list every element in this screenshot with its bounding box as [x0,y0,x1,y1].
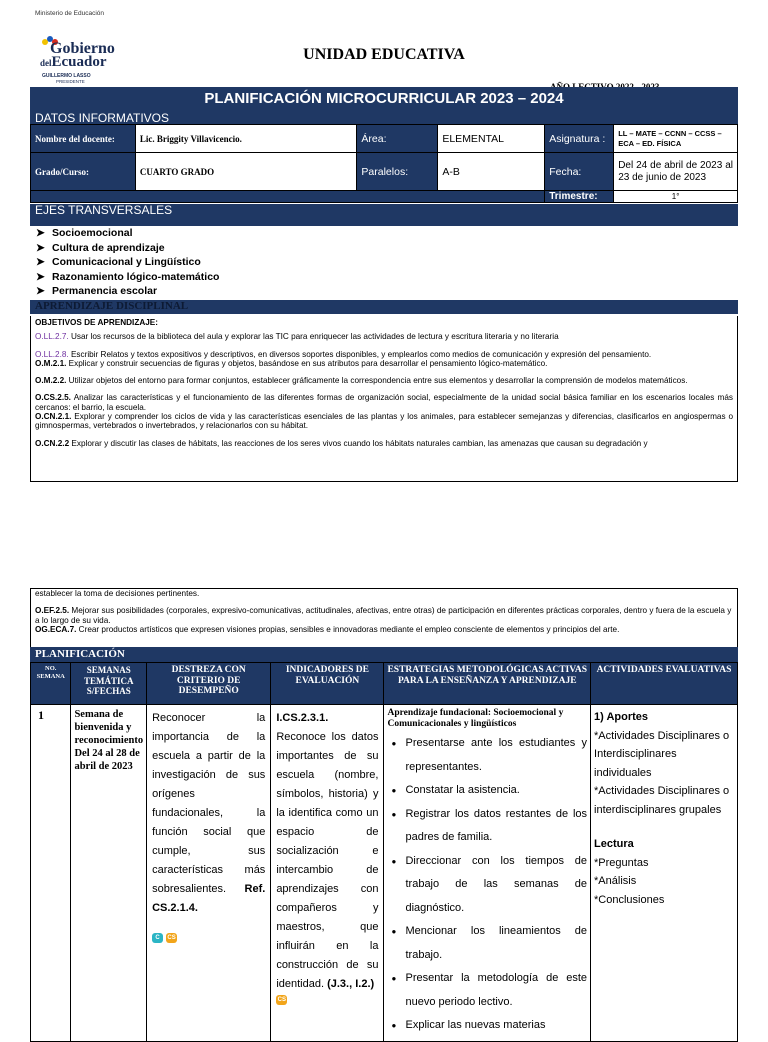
arrow-bullet-icon: ➤ [36,256,45,268]
col-header: NO. SEMANA [31,663,71,705]
objective-text: Analizar las características y el funcionamiento de las diferentes formas de organización social, especialmente de la unidad social básica familiar en los escenarios locales más cercanos: el barrio, la escuela. [35,393,733,412]
week-number: 1 [38,708,44,722]
objetivos-block [30,316,738,482]
estrategias-list [387,732,587,1038]
grado-value: CUARTO GRADO [135,153,357,191]
arrow-bullet-icon: ➤ [36,270,45,283]
list-item [36,226,738,241]
docente-value: Lic. Briggity Villavicencio. [135,125,357,153]
list-item: ● Constatar la asistencia. [387,779,587,803]
destreza-badges [152,932,265,943]
list-item: ● Direccionar con los tiempos de trabajo de las semanas de diagnóstico. [387,850,587,921]
objetivos-continuation [31,589,737,634]
cs-badge-icon: CS [277,996,286,1003]
indicador-text [276,709,378,994]
arrow-bullet-icon: ➤ [36,285,45,297]
indicador-ref: (J.3., I.2.) [324,978,375,990]
col-header: ESTRATEGIAS METODOLÓGICAS ACTIVAS PARA LA ENSEÑANZA Y APRENDIZAJE [384,663,591,705]
objective-code: O.CN.2.1. [35,412,72,422]
government-logo [36,32,116,94]
indicador-body: Reconoce los datos importantes de su escuela (nombre, símbolos, historia) y la identifica como un espacio de socialización e intercambio de aprendizajes con compañeros y maestros, que influirán en la construcción de su identidad. [276,731,379,990]
estrategias-cell [384,705,591,1042]
week-title: Semana de bienvenida y reconocimiento [74,709,144,746]
asignatura-value: LL – MATE – CCNN – CCSS – ECA – ED. FÍSICA [614,125,738,153]
list-item: ● Mencionar los lineamientos de trabajo. [387,920,587,967]
info-table [30,124,738,203]
logo-line-3: GUILLERMO LASSO [42,73,91,79]
trimestre-value: 1° [614,191,738,203]
list-item: ● Explicar las nuevas materias [387,1014,587,1038]
area-value: ELEMENTAL [438,125,545,153]
objective-code: O.CN.2.2 [35,438,70,448]
objective-text: Mejorar sus posibilidades (corporales, expresivo-comunicativas, actitudinales, afectivas, entre otras) de participación en diferentes prácticas corporales, dentro y fuera de la escuela y a lo largo de su vida. [35,606,732,625]
document-header [30,10,738,17]
destreza-body: Reconocer la importancia de la escuela a partir de la investigación de sus orígenes fundacionales, la función social que cumple, sus características más sobresalientes. [152,712,266,895]
destreza-cell [147,705,271,1042]
cs-badge-icon: CS [167,934,176,941]
ejes-list [30,226,738,299]
planificacion-section-header: PLANIFICACIÓN [30,647,738,662]
eje-label: Socioemocional [52,227,133,239]
objetivos-heading: OBJETIVOS DE APRENDIZAJE: [35,318,158,327]
objective-text: Explicar y construir secuencias de figuras y objetos, basándose en sus atributos para desarrollar el pensamiento lógico-matemático. [66,358,548,368]
objective-code: O.M.2.1. [35,358,67,368]
list-item: *Conclusiones [594,893,665,906]
list-item: *Preguntas [594,856,649,869]
trimestre-label: Trimestre: [545,191,614,203]
objective [35,606,733,625]
objective-text: Crear productos artísticos que expresen visiones propias, sensibles e innovadoras mediante el empleo consciente de elementos y principios del arte. [76,624,620,634]
logo-ecuador: Ecuador [51,54,107,70]
indicador-code: I.CS.2.3.1. [276,712,329,724]
objective-code: O.M.2.2. [35,376,67,386]
objective [35,393,733,412]
objective-code: O.CS.2.5. [35,393,71,403]
col-header: DESTREZA CON CRITERIO DE DESEMPEÑO [147,663,271,705]
logo-del: del [40,58,52,68]
week-number-cell [31,705,71,1042]
objective [35,625,733,634]
datos-section-header: DATOS INFORMATIVOS [30,111,738,125]
arrow-bullet-icon: ➤ [36,241,45,254]
list-item [36,284,738,299]
document-title: PLANIFICACIÓN MICROCURRICULAR 2023 – 2024 [30,87,738,111]
col-header: SEMANAS TEMÁTICA S/FECHAS [71,663,147,705]
list-item: *Análisis [594,875,637,887]
col-header: ACTIVIDADES EVALUATIVAS [591,663,738,705]
indicador-cell [271,705,384,1042]
unit-title: UNIDAD EDUCATIVA [303,46,465,63]
objective-code: OG.ECA.7. [35,624,77,634]
objective-code: O.LL.2.7. [35,332,69,342]
list-item: *Actividades Disciplinares o interdisciplinares grupales [594,785,730,816]
estrategias-heading: Aprendizaje fundacional: Socioemocional y Comunicacionales y lingüísticos [387,708,564,729]
objective [35,350,733,359]
logo-line-2 [40,54,107,71]
planificacion-table [30,662,738,1042]
grado-label: Grado/Curso: [31,153,136,191]
week-cell [71,705,147,1042]
objective-text: Explorar y comprender los ciclos de vida y las características esenciales de las plantas y los animales, para establecer semejanzas y diferencias, clasificarlos en angiospermas o gimnospermas, vertebrados o invertebrados, y relacionarlos con su hábitat. [35,412,733,431]
objective [35,376,733,385]
objective-text: Usar los recursos de la biblioteca del aula y explorar las TIC para enriquecer las actividades de lectura y escritura literaria y no literaria [68,332,559,342]
objective [35,439,733,448]
c-badge-icon: C [152,933,163,943]
list-item [36,241,738,256]
list-item [36,270,738,285]
list-item: ● Presentarse ante los estudiantes y representantes. [387,732,587,779]
docente-label: Nombre del docente: [31,125,136,153]
fecha-value: Del 24 de abril de 2023 al 23 de junio de 2023 [614,153,738,191]
col-header: INDICADORES DE EVALUACIÓN [271,663,384,705]
objective [35,359,733,368]
list-item: *Actividades Disciplinares o Interdisciplinares individuales [594,729,730,779]
area-label: Área: [357,125,438,153]
list-item: ● Presentar la metodología de este nuevo periodo lectivo. [387,967,587,1014]
week-dates: Del 24 al 28 de abril de 2023 [74,748,140,772]
objective [35,412,733,431]
arrow-bullet-icon: ➤ [36,227,45,239]
list-item [36,255,738,270]
actividades-heading: 1) Aportes [594,711,649,723]
ejes-section-header: EJES TRANSVERSALES [30,204,738,226]
eje-label: Comunicacional y Lingüístico [52,256,201,268]
lectura-heading: Lectura [594,838,634,850]
actividades-cell [591,705,738,1042]
destreza-text [152,709,265,918]
fecha-label: Fecha: [545,153,614,191]
eje-label: Razonamiento lógico-matemático [52,270,220,283]
ministry-label: Ministerio de Educación [35,10,105,17]
objective-code: O.LL.2.8. [35,349,69,359]
objective-code: O.EF.2.5. [35,606,70,616]
logo-line-1: Gobierno [50,40,115,57]
blank-band [31,191,545,203]
table-row [31,705,738,1042]
eje-label: Cultura de aprendizaje [52,241,165,254]
asignatura-label: Asignatura : [545,125,614,153]
continuation-text: establecer la toma de decisiones pertinentes. [35,589,200,598]
eje-label: Permanencia escolar [52,285,158,297]
logo-line-4: PRESIDENTE [56,79,85,84]
objective-text: Escribir Relatos y textos expositivos y descriptivos, en diversos soportes disponibles, y emplearlos como medios de comunicación y expresión del pensamiento. [68,349,652,359]
list-item: ● Registrar los datos restantes de los padres de familia. [387,803,587,850]
objective [35,332,733,341]
paralelos-value: A-B [438,153,545,191]
destreza-ref: Ref. CS.2.1.4. [152,883,266,914]
objective-text: Explorar y discutir las clases de hábitats, las reacciones de los seres vivos cuando los hábitats naturales cambian, las amenazas que causan su degradación y [69,438,648,448]
objective-text: Utilizar objetos del entorno para formar conjuntos, establecer gráficamente la correspondencia entre sus elementos y desarrollar la comprensión de modelos matemáticos. [66,376,688,386]
paralelos-label: Paralelos: [357,153,438,191]
aprendizaje-section-header: APRENDIZAJE DISCIPLINAL [30,300,738,314]
